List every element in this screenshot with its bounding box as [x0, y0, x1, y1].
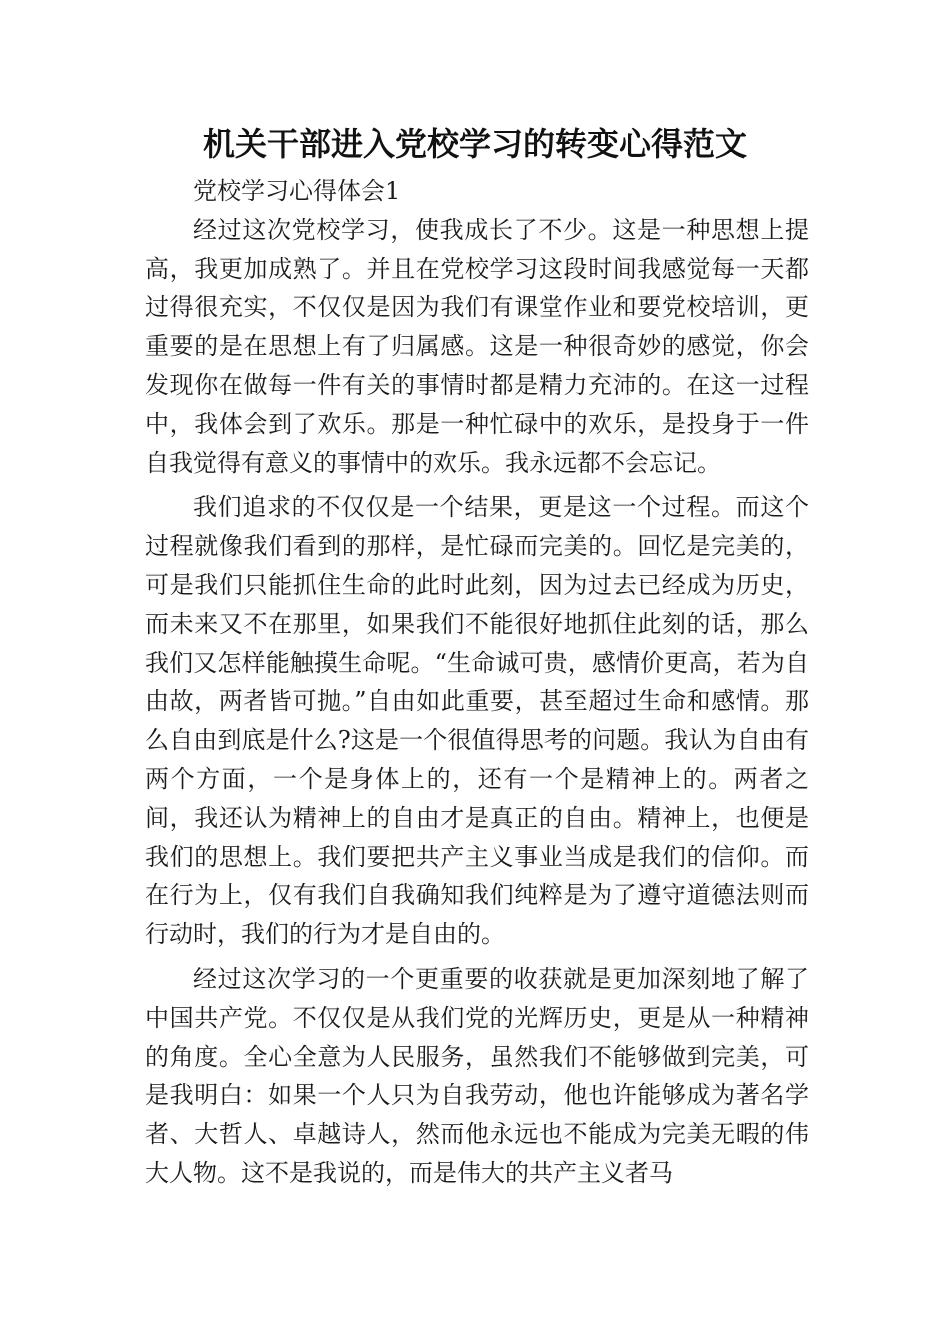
paragraph-2: 我们追求的不仅仅是一个结果，更是这一个过程。而这个过程就像我们看到的那样，是忙碌而完美的。回忆是完美的，可是我们只能抓住生命的此时此刻，因为过去已经成为历史，而未来又不在那里，如果我们不能很好地抓住此刻的话，那么我们又怎样能触摸生命呢。“生命诚可贵，感情价更高，若为自由故，两者皆可抛。”自由如此重要，甚至超过生命和感情。那么自由到底是什么?这是一个很值得思考的问题。我认为自由有两个方面，一个是身体上的，还有一个是精神上的。两者之间，我还认为精神上的自由才是真正的自由。精神上，也便是我们的思想上。我们要把共产主义事业当成是我们的信仰。而在行为上，仅有我们自我确知我们纯粹是为了遵守道德法则而行动时，我们的行为才是自由的。	[145, 493, 809, 949]
document-title: 机关干部进入党校学习的转变心得范文	[202, 125, 747, 163]
paragraph-3: 经过这次学习的一个更重要的收获就是更加深刻地了解了中国共产党。不仅仅是从我们党的光辉历史，更是从一种精神的角度。全心全意为人民服务，虽然我们不能够做到完美，可是我明白：如果一个人只为自我劳动，他也许能够成为著名学者、大哲人、卓越诗人，然而他永远也不能成为完美无暇的伟大人物。这不是我说的，而是伟大的共产主义者马	[145, 964, 809, 1187]
document-body	[145, 172, 809, 1193]
paragraph-1: 经过这次党校学习，使我成长了不少。这是一种思想上提高，我更加成熟了。并且在党校学习这段时间我感觉每一天都过得很充实，不仅仅是因为我们有课堂作业和要党校培训，更重要的是在思想上有了归属感。这是一种很奇妙的感觉，你会发现你在做每一件有关的事情时都是精力充沛的。在这一过程中，我体会到了欢乐。那是一种忙碌中的欢乐，是投身于一件自我觉得有意义的事情中的欢乐。我永远都不会忘记。	[145, 215, 809, 477]
subtitle-line: 党校学习心得体会1	[193, 177, 401, 205]
